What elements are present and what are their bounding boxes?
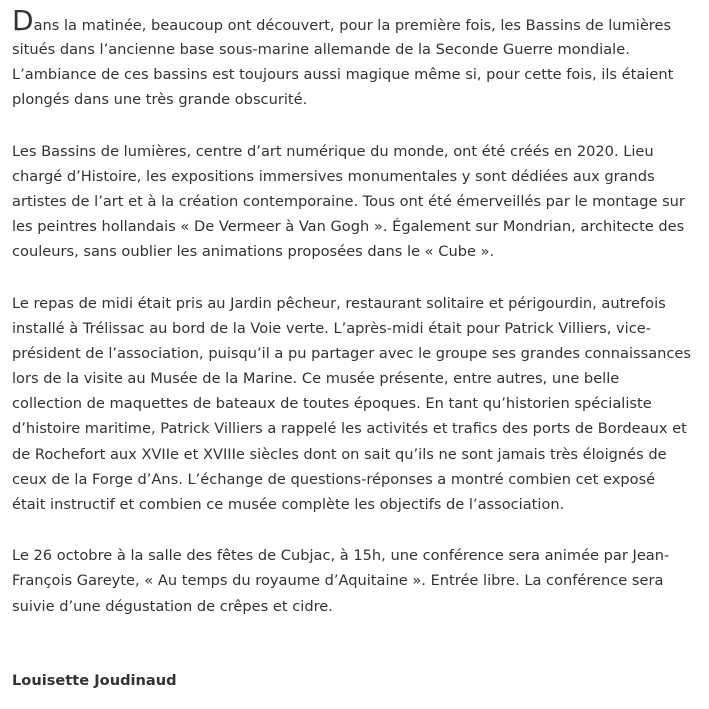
text-line: artistes de l’art et à la création contemporaine. Tous ont été émerveillés par le montage sur (12, 192, 685, 210)
paragraph-first-line (12, 4, 709, 37)
text-line: L’ambiance de ces bassins est toujours aussi magique même si, pour cette fois, ils étaient (12, 66, 674, 84)
paragraph-bassins-description (12, 139, 709, 265)
text-line: suivie d’une dégustation de crêpes et cidre. (12, 597, 333, 615)
text-line: plongés dans une très grande obscurité. (12, 91, 308, 109)
drop-cap-letter: D (12, 4, 34, 37)
text-line: d’histoire maritime, Patrick Villiers a rappelé les activités et trafics des ports de Bordeaux et (12, 420, 687, 438)
text-line: situés dans l’ancienne base sous-marine allemande de la Seconde Guerre mondiale. (12, 41, 630, 58)
text-line: président de l’association, puisqu’il a pu partager avec le groupe ses grandes connaissances (12, 344, 692, 362)
paragraph-conference-announcement (12, 543, 709, 619)
paragraph-museum-visit (12, 291, 709, 518)
text-line: les peintres hollandais « De Vermeer à Van Gogh ». Également sur Mondrian, architecte des (12, 218, 685, 236)
text-line: collection de maquettes de bateaux de toutes époques. En tant qu’historien spécialiste (12, 395, 652, 413)
text-line: Le 26 octobre à la salle des fêtes de Cubjac, à 15h, une conférence sera animée par Jean- (12, 547, 670, 565)
text-line: installé à Trélissac au bord de la Voie verte. L’après-midi était pour Patrick Villiers, vice- (12, 319, 652, 337)
text-line: chargé d’Histoire, les expositions immersives monumentales y sont dédiées aux grands (12, 167, 655, 185)
first-line-text: ans la matinée, beaucoup ont découvert, pour la première fois, les Bassins de lumières (33, 17, 672, 34)
text-line: couleurs, sans oublier les animations proposées dans le « Cube ». (12, 243, 495, 261)
paragraph-bassins-visit (12, 4, 709, 113)
text-line: était instructif et combien ce musée complète les objectifs de l’association. (12, 496, 565, 513)
author-signature: Louisette Joudinaud (12, 672, 177, 689)
text-line: François Gareyte, « Au temps du royaume d’Aquitaine ». Entrée libre. La conférence sera (12, 572, 664, 590)
text-line: Le repas de midi était pris au Jardin pêcheur, restaurant solitaire et périgourdin, autrefois (12, 294, 666, 312)
text-line: lors de la visite au Musée de la Marine. Ce musée présente, entre autres, une belle (12, 370, 620, 388)
text-line: ceux de la Forge d’Ans. L’échange de questions-réponses a montré combien cet exposé (12, 470, 656, 488)
text-line: de Rochefort aux XVIIe et XVIIIe siècles dont on sait qu’ils ne sont jamais très éloignés de (12, 445, 667, 463)
article-body (12, 4, 709, 645)
text-line: Les Bassins de lumières, centre d’art numérique du monde, ont été créés en 2020. Lieu (12, 142, 654, 160)
